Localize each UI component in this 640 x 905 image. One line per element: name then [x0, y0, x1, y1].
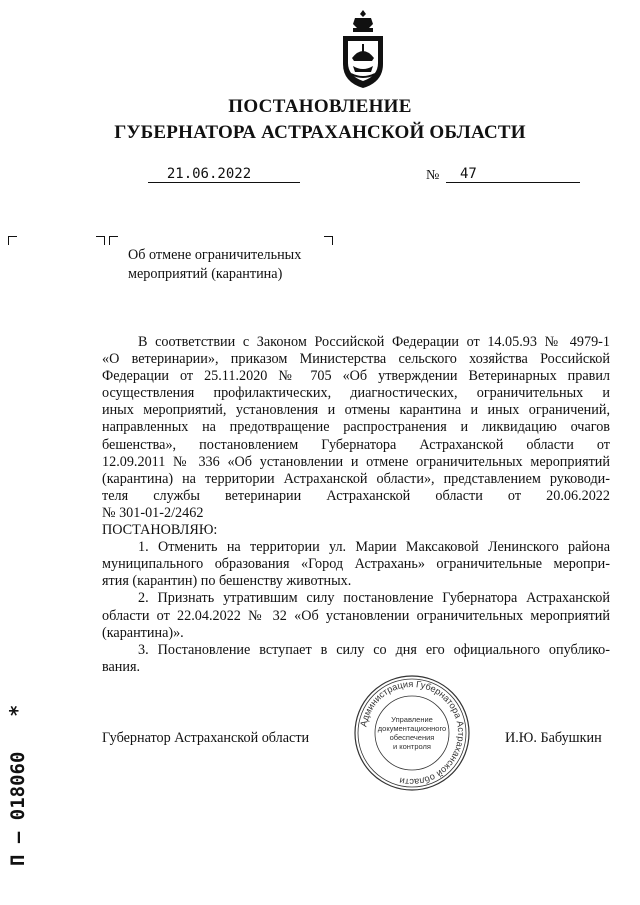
preamble-line: Федерации от 25.11.2020 № 705 «Об утверждении Ветеринарных правил	[102, 368, 610, 385]
document-date: 21.06.2022	[148, 166, 300, 183]
doc-type-title: ПОСТАНОВЛЕНИЕ	[228, 96, 412, 117]
stamp-center-line: обеспечения	[389, 733, 435, 742]
serial-star-mark: *	[5, 705, 29, 716]
serial-number: П – 018060	[7, 751, 29, 866]
preamble-line: «О ветеринарии», приказом Министерства сельского хозяйства Российской	[102, 351, 610, 368]
number-sign: №	[426, 168, 440, 183]
item-2-line: 2. Признать утратившим силу постановление Губернатора Астраханской	[138, 590, 610, 607]
item-3-line: вания.	[102, 658, 141, 675]
signatory-position: Губернатор Астраханской области	[102, 730, 310, 746]
corner-mark-left	[8, 236, 17, 245]
corner-mark-left-close	[96, 236, 105, 245]
signatory-name: И.Ю. Бабушкин	[505, 730, 602, 746]
preamble-line: бешенства», постановлением Губернатора Астраханской области от	[102, 436, 610, 453]
serial-number-vertical	[2, 690, 32, 870]
item-1-line: ятия (карантин) по бешенству животных.	[102, 573, 352, 590]
item-3-line: 3. Постановление вступает в силу со дня его официального опублико-	[138, 641, 610, 658]
preamble-line: № 301-01-2/2462	[102, 504, 204, 521]
item-1-line: муниципального образования «Город Астрахань» ограничительные меропри-	[102, 556, 610, 573]
issuer-title: ГУБЕРНАТОРА АСТРАХАНСКОЙ ОБЛАСТИ	[114, 122, 526, 143]
coat-of-arms-emblem	[338, 8, 388, 90]
stamp-center-line: Управление	[391, 715, 433, 724]
item-2-line: (карантина)».	[102, 624, 184, 641]
preamble-line: теля службы ветеринарии Астраханской области от 20.06.2022	[102, 487, 610, 504]
stamp-ring-text: Администрация Губернатора Астраханской области	[358, 678, 467, 788]
stamp-center-line: документационного	[377, 724, 447, 733]
item-2-line: области от 22.04.2022 № 32 «Об установлении ограничительных мероприятий	[102, 607, 610, 624]
stamp-center-line: и контроля	[392, 742, 432, 751]
corner-mark-subject-close	[324, 236, 333, 245]
item-1-line: 1. Отменить на территории ул. Марии Максаковой Ленинского района	[138, 539, 610, 556]
preamble-line: осуществления профилактических, диагностических, ограничительных и	[102, 385, 610, 402]
document-subject: Об отмене ограничительных мероприятий (карантина)	[128, 247, 302, 282]
preamble-line: иных мероприятий, установления и отмены карантина и иных ограничений,	[102, 402, 610, 419]
preamble-line: (карантина) на территории Астраханской области», представлением руководи-	[102, 470, 610, 487]
preamble-line: направленных на предотвращение распространения и ликвидацию очагов	[102, 419, 610, 436]
preamble-line: В соответствии с Законом Российской Федерации от 14.05.93 № 4979-1	[138, 334, 610, 350]
corner-mark-subject-open	[109, 236, 118, 245]
preamble-line: 12.09.2011 № 336 «Об установлении и отмене ограничительных мероприятий	[102, 453, 610, 470]
official-stamp	[353, 674, 471, 792]
document-number: 47	[446, 166, 580, 183]
document-body	[102, 334, 610, 676]
resolve-heading: ПОСТАНОВЛЯЮ:	[102, 522, 218, 539]
